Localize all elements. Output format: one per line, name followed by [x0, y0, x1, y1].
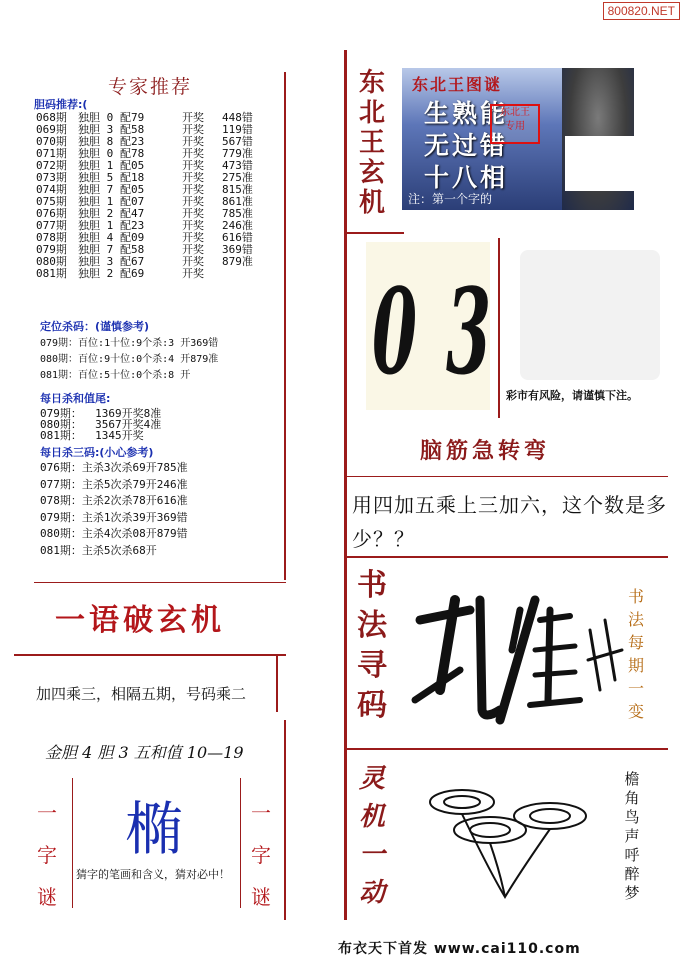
kill-row: 076期：主杀3次杀69开785准	[40, 461, 188, 474]
kill-row: 081期：主杀5次杀68开	[40, 543, 157, 557]
dan-cell: 473错	[222, 159, 253, 172]
dan-cell: 配58	[120, 123, 145, 136]
dan-cell: 076期	[36, 207, 67, 220]
dan-cell: 配09	[120, 231, 145, 244]
dan-cell: 开奖	[182, 231, 204, 244]
dan-cell: 861准	[222, 195, 253, 208]
kill-row: 077期：主杀5次杀79开246准	[40, 477, 188, 491]
dan-cell: 配79	[120, 111, 145, 124]
pos-row: 081期：百位:5十位:0个杀:8 开	[40, 370, 191, 381]
dan-cell: 配47	[120, 207, 145, 220]
dan-cell: 246准	[222, 219, 253, 232]
dan-cell: 配07	[120, 195, 145, 208]
blurred-image	[520, 250, 660, 380]
yiyu-title: 一语破玄机	[55, 603, 225, 638]
daily-label: 每日杀和值尾:	[40, 392, 111, 405]
divider-right-2	[344, 476, 668, 477]
dan-cell: 072期	[36, 159, 67, 172]
number-first: 0	[372, 262, 418, 401]
yizimi-left-label: 一 字 谜	[37, 801, 57, 909]
divider-riddle-right	[240, 778, 241, 908]
divider-left-col	[284, 72, 286, 580]
dan-cell: 119错	[222, 123, 253, 136]
dan-cell: 独胆 1	[78, 195, 114, 208]
dan-cell: 开奖	[182, 183, 204, 196]
shufa-note: 书 法 每 期 一 变	[627, 587, 644, 721]
dan-cell: 275准	[222, 171, 253, 184]
brain-teaser-title: 脑筋急转弯	[420, 438, 551, 464]
footer-source: 布衣天下首发 www.cai110.com	[338, 941, 581, 957]
pos-list	[40, 336, 218, 384]
daily-row: 079期： 1369开奖8准	[40, 407, 162, 420]
hint-text: 加四乘三，相隔五期，号码乘二	[36, 685, 247, 703]
poem-text: 檐 角 鸟 声 呼 醉 梦	[624, 770, 640, 902]
divider-left-3	[276, 656, 278, 712]
dan-cell: 879准	[222, 255, 253, 268]
dan-cell: 开奖	[182, 123, 204, 136]
dan-cell: 075期	[36, 195, 67, 208]
dan-cell: 独胆 0	[78, 111, 114, 124]
dan-cell: 独胆 2	[78, 267, 114, 280]
dan-cell: 078期	[36, 231, 67, 244]
number-second: 3	[446, 262, 492, 401]
riddle-description: 猜字的笔画和含义，猜对必中！	[76, 868, 230, 881]
dan-cell: 077期	[36, 219, 67, 232]
site-watermark: 800820.NET	[603, 2, 680, 20]
dan-cell: 079期	[36, 243, 67, 256]
dan-cell: 069期	[36, 123, 67, 136]
brain-teaser-question: 用四加五乘上三加六，这个数是多少？？	[352, 493, 667, 551]
divider-riddle-left	[72, 778, 73, 908]
daily-row: 081期： 1345开奖	[40, 429, 144, 442]
dan-cell: 开奖	[182, 207, 204, 220]
dan-cell: 785准	[222, 207, 253, 220]
dan-cell: 开奖	[182, 147, 204, 160]
banner-line-1: 生熟能	[424, 99, 509, 128]
divider-numbox	[498, 238, 500, 418]
kill-row: 078期：主杀2次杀78开616准	[40, 494, 188, 507]
daily-row: 080期： 3567开奖4准	[40, 418, 162, 431]
pos-row: 080期：百位:9十位:0个杀:4 开879准	[40, 354, 219, 365]
dan-cell: 配05	[120, 183, 145, 196]
dan-cell: 开奖	[182, 219, 204, 232]
daily-list	[40, 408, 161, 441]
divider-left-1	[34, 582, 286, 583]
dan-cell: 配23	[120, 219, 145, 232]
banner-stamp: 东北王 专用	[490, 104, 540, 144]
dan-cell: 开奖	[182, 255, 204, 268]
dan-cell: 独胆 2	[78, 207, 114, 220]
dan-cell: 独胆 5	[78, 171, 114, 184]
dan-cell: 073期	[36, 171, 67, 184]
riddle-character: 椭	[125, 795, 184, 863]
banner-line-3: 十八相	[424, 163, 509, 192]
dan-cell: 815准	[222, 183, 253, 196]
dan-table	[36, 112, 282, 280]
flower-sketch-image	[410, 772, 610, 912]
divider-right-col	[344, 50, 347, 920]
dan-cell: 独胆 7	[78, 243, 114, 256]
calligraphy-image	[400, 580, 626, 740]
dan-row	[36, 268, 282, 280]
dan-cell: 068期	[36, 111, 67, 124]
dan-cell: 独胆 1	[78, 219, 114, 232]
divider-right-4	[344, 748, 668, 750]
dan-cell: 081期	[36, 267, 67, 280]
divider-right-3	[344, 556, 668, 558]
dan-cell: 开奖	[182, 171, 204, 184]
dan-cell: 448错	[222, 111, 253, 124]
banner-title: 东北王图谜	[412, 75, 503, 94]
dan-cell: 配69	[120, 267, 145, 280]
dan-cell: 独胆 7	[78, 183, 114, 196]
divider-left-2	[14, 654, 286, 656]
dan-row	[36, 256, 282, 268]
dan-cell: 独胆 3	[78, 123, 114, 136]
dan-cell: 开奖	[182, 111, 204, 124]
dan-cell: 独胆 8	[78, 135, 114, 148]
dan-cell: 配23	[120, 135, 145, 148]
divider-left-4	[284, 720, 286, 920]
dan-cell: 071期	[36, 147, 67, 160]
dan-cell: 独胆 1	[78, 159, 114, 172]
lingji-title: 灵 机 一 动	[358, 764, 385, 908]
dan-cell: 开奖	[182, 267, 204, 280]
dan-label: 胆码推荐:(	[34, 98, 88, 111]
dan-cell: 开奖	[182, 243, 204, 256]
dan-cell: 独胆 3	[78, 255, 114, 268]
dan-cell: 779准	[222, 147, 253, 160]
shufa-title: 书 法 寻 码	[357, 568, 387, 723]
pos-row: 079期：百位:1十位:9个杀:3 开369错	[40, 338, 219, 349]
dan-cell: 070期	[36, 135, 67, 148]
dan-cell: 开奖	[182, 159, 204, 172]
dan-cell: 369错	[222, 243, 253, 256]
dan-cell: 配78	[120, 147, 145, 160]
dongbei-title: 东 北 王 玄 机	[358, 68, 385, 218]
yizimi-right-label: 一 字 谜	[251, 801, 271, 909]
dan-cell: 开奖	[182, 135, 204, 148]
kill-label: 每日杀三码:(小心参考)	[40, 446, 154, 459]
expert-title: 专家推荐	[108, 76, 193, 98]
dan-cell: 080期	[36, 255, 67, 268]
dan-cell: 开奖	[182, 195, 204, 208]
dan-cell: 074期	[36, 183, 67, 196]
kill-list	[40, 460, 188, 559]
kill-row: 080期：主杀4次杀08开879错	[40, 527, 188, 540]
dan-cell: 616错	[222, 231, 253, 244]
banner-line-2: 无过错	[424, 131, 509, 160]
dan-cell: 独胆 0	[78, 147, 114, 160]
dan-cell: 配67	[120, 255, 145, 268]
dan-cell: 配18	[120, 171, 145, 184]
divider-right-1	[344, 232, 404, 234]
pos-label: 定位杀码：(谨慎参考)	[40, 320, 150, 333]
banner-note: 注：第一个字的	[408, 192, 493, 206]
dan-cell: 567错	[222, 135, 253, 148]
dan-cell: 配05	[120, 159, 145, 172]
kill-row: 079期：主杀1次杀39开369错	[40, 510, 188, 524]
dan-cell: 配58	[120, 243, 145, 256]
risk-warning: 彩市有风险，请谨慎下注。	[506, 389, 638, 402]
golden-dan-text: 金胆 4 胆 3 五和值 10—19	[45, 743, 244, 762]
banner-mask	[565, 136, 637, 191]
dan-cell: 独胆 4	[78, 231, 114, 244]
